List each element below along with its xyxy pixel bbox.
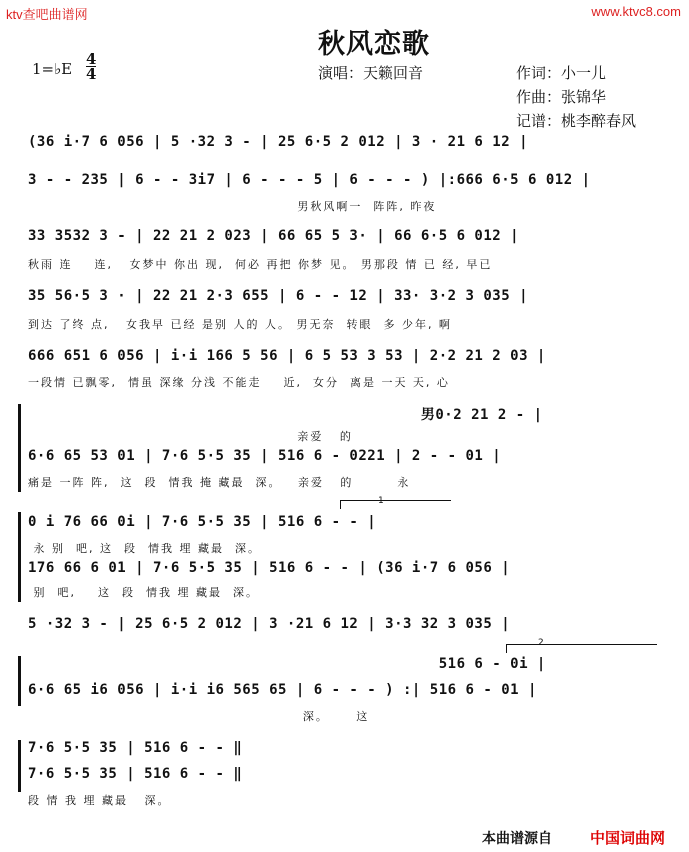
footer-source-label: 本曲谱源自 xyxy=(482,831,552,847)
score-line-2: 3 - - 235 | 6 - - 3i7 | 6 - - - 5 | 6 - - - ) |:666 6·5 6 012 | xyxy=(28,172,591,188)
volta-bracket-1 xyxy=(340,500,451,509)
score-line-10-lower: 7·6 5·5 35 | 516 6 - - ‖ xyxy=(28,766,243,782)
time-signature-bottom: 4 xyxy=(86,65,97,83)
lyric-line-2: 男秋风啊一 阵阵, 昨夜 xyxy=(28,200,437,213)
score-line-9-upper: 516 6 - 0i | xyxy=(28,656,546,672)
score-line-10-upper: 7·6 5·5 35 | 516 6 - - ‖ xyxy=(28,740,243,756)
lyricist-credit: 作词：小一儿 xyxy=(516,64,607,82)
volta-bracket-2 xyxy=(506,644,657,653)
score-line-4: 35 56·5 3 · | 22 21 2·3 655 | 6 - - 12 | 33· 3·2 3 035 | xyxy=(28,288,529,304)
score-line-9-lower: 6·6 65 i6 056 | i·i i6 565 65 | 6 - - - ) :| 516 6 - 01 | xyxy=(28,682,537,698)
system-brace-3 xyxy=(18,656,25,706)
lyric-line-10: 段 情 我 埋 藏最 深。 xyxy=(28,794,171,807)
singer-credit: 演唱：天籁回音 xyxy=(318,64,424,82)
volta-1-label: 1 xyxy=(378,496,384,506)
score-line-6-lower: 6·6 65 53 01 | 7·6 5·5 35 | 516 6 - 0221 | 2 - - 01 | xyxy=(28,448,502,464)
score-line-8: 5 ·32 3 - | 25 6·5 2 012 | 3 ·21 6 12 | 3·3 32 3 035 | xyxy=(28,616,511,632)
lyric-line-9: 深。 这 xyxy=(28,710,370,723)
lyric-line-7-upper: 永 别 吧, 这 段 情我 埋 藏最 深。 xyxy=(28,542,261,555)
song-title: 秋风恋歌 xyxy=(318,29,430,60)
footer-site-name: 中国词曲网 xyxy=(590,829,666,847)
lyric-line-6-upper: 亲爱 的 xyxy=(28,430,353,443)
system-brace-1 xyxy=(18,404,25,492)
score-line-7-lower: 176 66 6 01 | 7·6 5·5 35 | 516 6 - - | (36 i·7 6 056 | xyxy=(28,560,511,576)
volta-2-label: 2 xyxy=(538,638,544,648)
score-line-1: (36 i·7 6 056 | 5 ·32 3 - | 25 6·5 2 012 | 3 · 21 6 12 | xyxy=(28,134,529,150)
transcriber-credit: 记谱：桃李醉春风 xyxy=(516,112,637,130)
lyric-line-4: 到达 了终 点, 女我早 已经 是别 人的 人。 男无奈 转眼 多 少年, 啊 xyxy=(28,318,452,331)
lyric-line-6-lower: 痛是 一阵 阵, 这 段 情我 掩 藏最 深。 亲爱 的 永 xyxy=(28,476,411,489)
time-signature-top: 4 xyxy=(86,50,97,68)
system-brace-4 xyxy=(18,740,25,792)
score-line-5: 666 651 6 056 | i·i 166 5 56 | 6 5 53 3 53 | 2·2 21 2 03 | xyxy=(28,348,546,364)
watermark-right: www.ktvc8.com xyxy=(591,4,681,19)
lyric-line-5: 一段情 已飘零, 情虽 深缘 分浅 不能走 近, 女分 离是 一天 天, 心 xyxy=(28,376,450,389)
lyric-line-7-lower: 别 吧, 这 段 情我 埋 藏最 深。 xyxy=(28,586,259,599)
score-line-7-upper: 0 i 76 66 0i | 7·6 5·5 35 | 516 6 - - | xyxy=(28,514,377,530)
key-signature: 1=♭E xyxy=(32,60,73,78)
time-signature xyxy=(86,52,96,81)
lyric-line-3: 秋雨 连 连, 女梦中 你出 现, 何必 再把 你梦 见。 男那段 情 已 经, 早已 xyxy=(28,258,493,271)
system-brace-2 xyxy=(18,512,25,602)
composer-credit: 作曲：张锦华 xyxy=(516,88,607,106)
score-line-3: 33 3532 3 - | 22 21 2 023 | 66 65 5 3· | 66 6·5 6 012 | xyxy=(28,228,520,244)
watermark-left: ktv查吧曲谱网 xyxy=(6,7,88,22)
score-line-6-upper: 男0·2 21 2 - | xyxy=(28,407,543,423)
